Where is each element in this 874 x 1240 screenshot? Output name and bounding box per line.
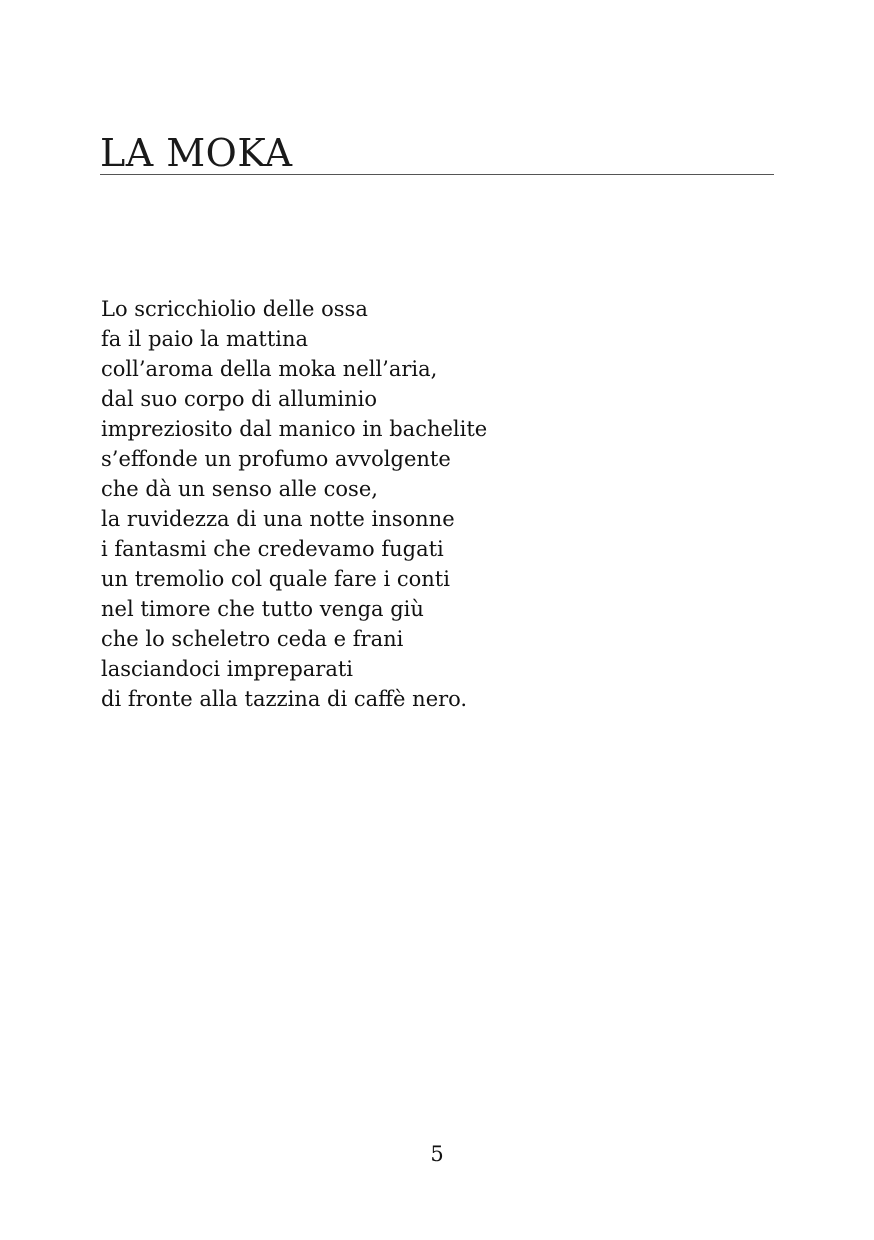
poem-line: la ruvidezza di una notte insonne <box>101 507 455 531</box>
poem-line: lasciandoci impreparati <box>101 657 353 681</box>
poem-line: fa il paio la mattina <box>101 327 309 351</box>
poem-line: che dà un senso alle cose, <box>101 477 378 501</box>
poem-line: s’effonde un profumo avvolgente <box>101 447 451 471</box>
poem <box>101 294 487 714</box>
title-underline <box>100 174 774 175</box>
poem-line: di fronte alla tazzina di caffè nero. <box>101 687 468 711</box>
poem-line: un tremolio col quale fare i conti <box>101 567 450 591</box>
poem-line: che lo scheletro ceda e frani <box>101 627 404 651</box>
page-number: 5 <box>430 1142 444 1166</box>
poem-line: Lo scricchiolio delle ossa <box>101 297 368 321</box>
poem-line: impreziosito dal manico in bachelite <box>101 417 488 441</box>
poem-line: nel timore che tutto venga giù <box>101 597 424 621</box>
page-title: LA MOKA <box>100 131 293 175</box>
poem-line: coll’aroma della moka nell’aria, <box>101 357 438 381</box>
poem-line: dal suo corpo di alluminio <box>101 387 378 411</box>
poem-line: i fantasmi che credevamo fugati <box>101 537 444 561</box>
